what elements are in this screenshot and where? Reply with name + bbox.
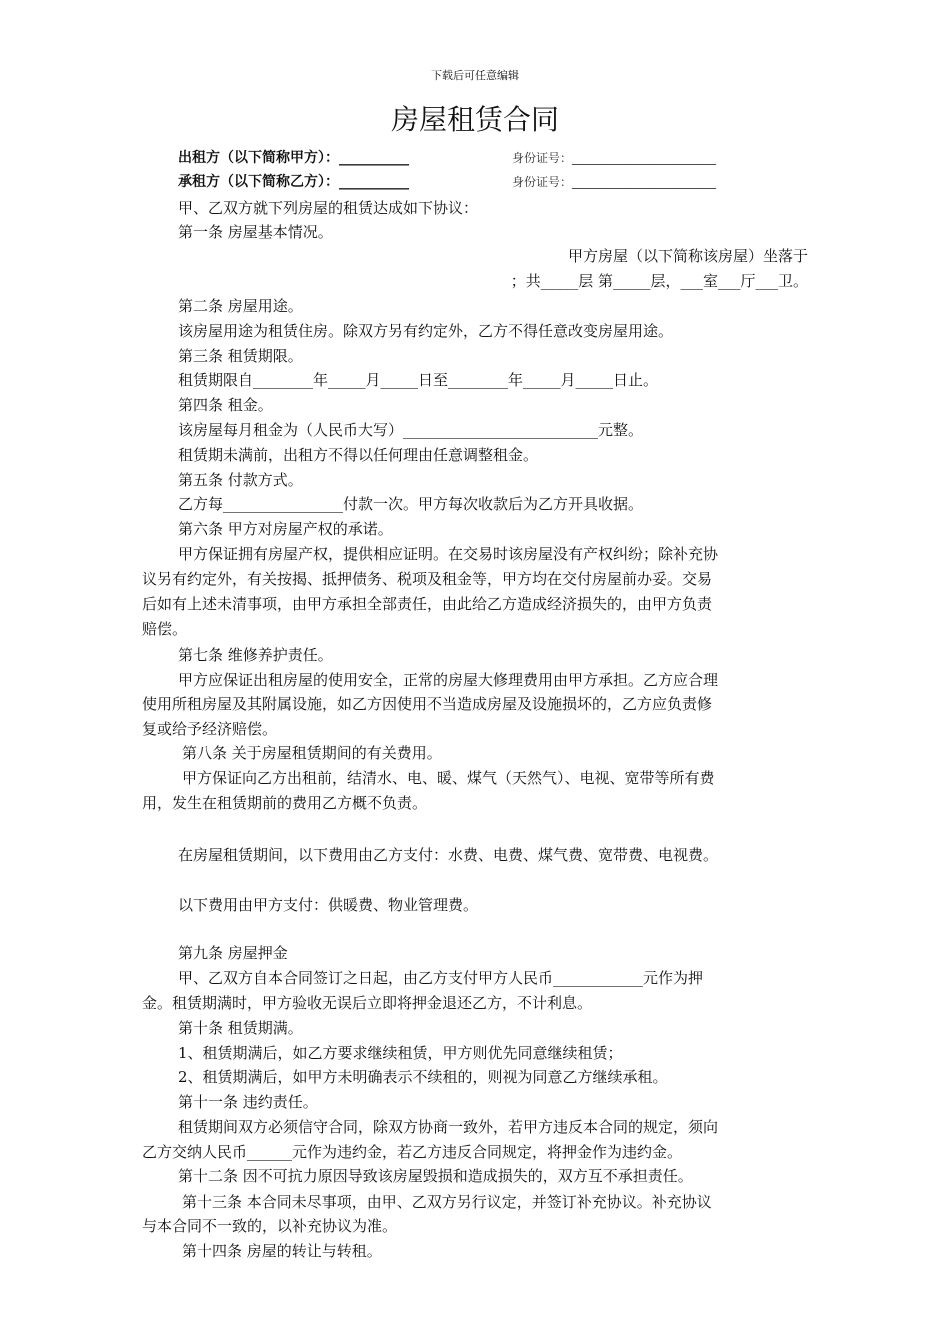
document-title: 房屋租赁合同	[390, 103, 559, 136]
article-7-heading: 第七条 维修养护责任。	[178, 646, 333, 664]
article-3-heading: 第三条 租赁期限。	[178, 347, 303, 365]
article-6-heading: 第六条 甲方对房屋产权的承诺。	[178, 520, 393, 538]
party-b-label: 承租方（以下简称乙方）：__________	[178, 174, 409, 190]
article-12-line: 第十二条 因不可抗力原因导致该房屋毁损和造成损失的，双方互不承担责任。	[178, 1167, 693, 1185]
article-1-heading: 第一条 房屋基本情况。	[178, 223, 333, 241]
article-1-line-2: ；共_____层 第_____层，___室___厅___卫。	[510, 272, 808, 290]
article-8-line-3: 在房屋租赁期间，以下费用由乙方支付：水费、电费、煤气费、宽带费、电视费。	[178, 846, 719, 864]
article-9-heading: 第九条 房屋押金	[178, 944, 288, 962]
intro-line: 甲、乙双方就下列房屋的租赁达成如下协议：	[178, 199, 479, 217]
article-7-line-1: 甲方应保证出租房屋的使用安全，正常的房屋大修理费用由甲方承担。乙方应合理	[178, 671, 719, 689]
article-11-heading: 第十一条 违约责任。	[178, 1093, 318, 1111]
article-4-heading: 第四条 租金。	[178, 396, 273, 414]
article-11-line-2: 乙方交纳人民币______元作为违约金，若乙方违反合同规定，将押金作为违约金。	[142, 1143, 683, 1161]
article-10-line-2: 2、租赁期满后，如甲方未明确表示不续租的，则视为同意乙方继续承租。	[178, 1068, 668, 1086]
article-8-line-2: 用，发生在租赁期前的费用乙方概不负责。	[142, 794, 428, 812]
article-8-heading: 第八条 关于房屋租赁期间的有关费用。	[182, 744, 442, 762]
article-2-line-1: 该房屋用途为租赁住房。除双方另有约定外，乙方不得任意改变房屋用途。	[178, 322, 674, 340]
article-5-heading: 第五条 付款方式。	[178, 471, 303, 489]
article-14-heading: 第十四条 房屋的转让与转租。	[182, 1242, 382, 1260]
article-13-line-1: 第十三条 本合同未尽事项，由甲、乙双方另行议定，并签订补充协议。补充协议	[182, 1193, 712, 1211]
article-8-line-4: 以下费用由甲方支付：供暖费、物业管理费。	[178, 896, 479, 914]
party-a-label: 出租方（以下简称甲方）：__________	[178, 150, 409, 166]
article-4-line-1: 该房屋每月租金为（人民币大写）__________________________元整。	[178, 421, 644, 439]
article-8-line-1: 甲方保证向乙方出租前，结清水、电、暖、煤气（天然气）、电视、宽带等所有费	[182, 769, 715, 787]
article-6-line-4: 赔偿。	[142, 620, 188, 638]
article-10-heading: 第十条 租赁期满。	[178, 1019, 303, 1037]
article-9-line-1: 甲、乙双方自本合同签订之日起，由乙方支付甲方人民币____________元作为押	[178, 969, 704, 987]
page-header: 下载后可任意编辑	[431, 69, 519, 82]
article-13-line-2: 与本合同不一致的，以补充协议为准。	[142, 1217, 398, 1235]
party-b-id-label: 身份证号：________________________	[512, 175, 717, 189]
article-11-line-1: 租赁期间双方必须信守合同，除双方协商一致外，若甲方违反本合同的规定，须向	[178, 1118, 719, 1136]
article-9-line-2: 金。租赁期满时，甲方验收无误后立即将押金退还乙方，不计利息。	[142, 994, 593, 1012]
article-2-heading: 第二条 房屋用途。	[178, 297, 303, 315]
article-4-line-2: 租赁期未满前，出租方不得以任何理由任意调整租金。	[178, 446, 539, 464]
article-5-line-1: 乙方每________________付款一次。甲方每次收款后为乙方开具收据。	[178, 495, 644, 513]
article-1-line-1: 甲方房屋（以下简称该房屋）坐落于	[567, 247, 808, 265]
article-7-line-2: 使用所租房屋及其附属设施，如乙方因使用不当造成房屋及设施损坏的，乙方应负责修	[142, 695, 713, 713]
article-6-line-1: 甲方保证拥有房屋产权，提供相应证明。在交易时该房屋没有产权纠纷；除补充协	[178, 545, 719, 563]
article-3-line-1: 租赁期限自________年_____月_____日至________年_____月_____日止。	[178, 371, 659, 389]
article-10-line-1: 1、租赁期满后，如乙方要求继续租赁，甲方则优先同意继续租赁；	[178, 1044, 623, 1062]
article-6-line-2: 议另有约定外，有关按揭、抵押债务、税项及租金等，甲方均在交付房屋前办妥。交易	[142, 570, 713, 588]
article-7-line-3: 复或给予经济赔偿。	[142, 720, 278, 738]
party-a-id-label: 身份证号：________________________	[512, 151, 717, 165]
article-6-line-3: 后如有上述未清事项，由甲方承担全部责任，由此给乙方造成经济损失的，由甲方负责	[142, 595, 713, 613]
